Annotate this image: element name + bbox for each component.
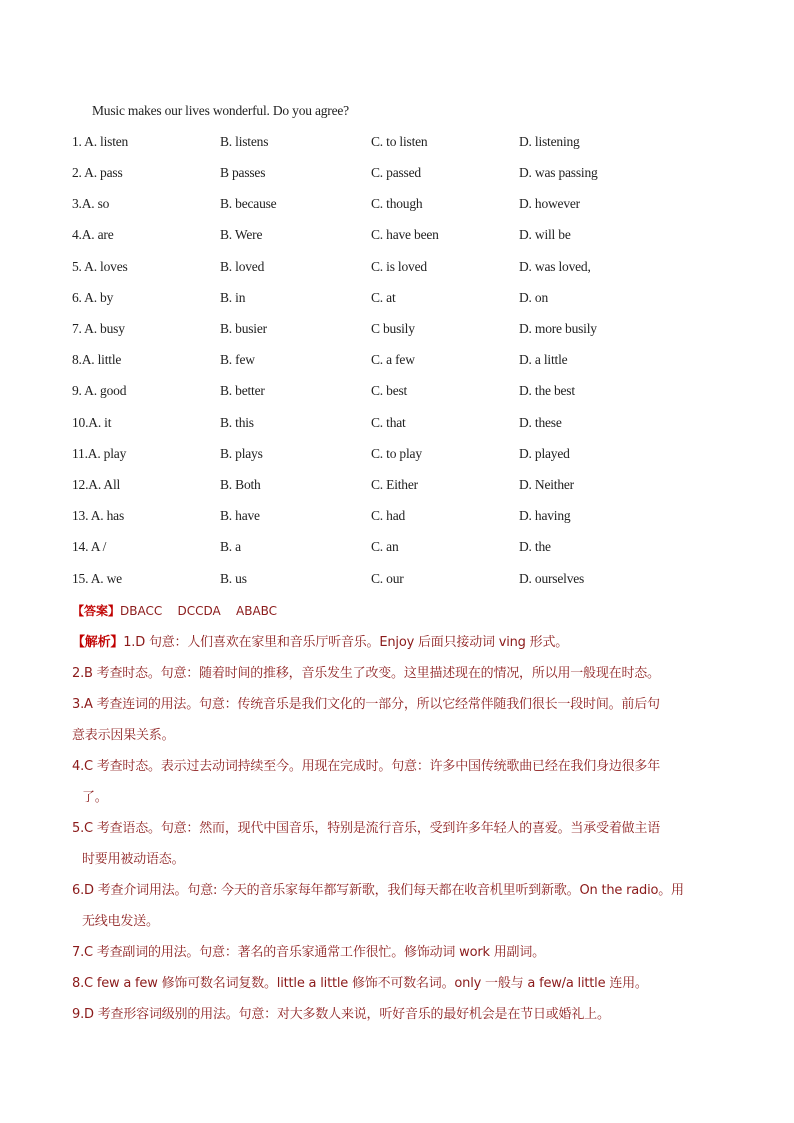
option-c: C. though bbox=[371, 196, 423, 211]
option-c: C. to listen bbox=[371, 134, 428, 149]
explanation-line: 7.C 考查副词的用法。句意：著名的音乐家通常工作很忙。修饰动词 work 用副词。 bbox=[72, 945, 545, 960]
option-b: B. us bbox=[220, 571, 247, 586]
option-a: 9. A. good bbox=[72, 383, 127, 398]
option-c: C. a few bbox=[371, 352, 415, 367]
option-b: B. a bbox=[220, 539, 241, 554]
explanation-line: 2.B 考查时态。句意：随着时间的推移，音乐发生了改变。这里描述现在的情况，所以用一般现在时态。 bbox=[72, 666, 660, 681]
option-d: D. Neither bbox=[519, 477, 574, 492]
question-row bbox=[72, 352, 732, 372]
question-row bbox=[72, 477, 732, 497]
option-a: 15. A. we bbox=[72, 571, 122, 586]
option-b: B. Were bbox=[220, 227, 263, 242]
option-d: D. ourselves bbox=[519, 571, 585, 586]
option-c: C. at bbox=[371, 290, 396, 305]
option-a: 8.A. little bbox=[72, 352, 122, 367]
question-row bbox=[72, 196, 732, 216]
question-row bbox=[72, 383, 732, 403]
answer-text: DBACC DCCDA ABABC bbox=[120, 604, 278, 618]
question-row bbox=[72, 134, 732, 154]
option-d: D. the best bbox=[519, 383, 575, 398]
option-d: D. played bbox=[519, 446, 570, 461]
answer-key bbox=[72, 602, 277, 619]
question-row bbox=[72, 259, 732, 279]
option-b: B. busier bbox=[220, 321, 267, 336]
explanation-line: 3.A 考查连词的用法。句意：传统音乐是我们文化的一部分，所以它经常伴随我们很长一段时间。前后句 bbox=[72, 697, 660, 712]
option-c: C. that bbox=[371, 415, 406, 430]
option-b: B. plays bbox=[220, 446, 263, 461]
option-a: 1. A. listen bbox=[72, 134, 129, 149]
explanation-line: 【解析】1.D 句意：人们喜欢在家里和音乐厅听音乐。Enjoy 后面只接动词 ving 形式。 bbox=[72, 635, 569, 650]
question-row bbox=[72, 290, 732, 310]
option-b: B. this bbox=[220, 415, 254, 430]
explanation-line: 8.C few a few 修饰可数名词复数。little a little 修饰不可数名词。only 一般与 a few/a little 连用。 bbox=[72, 976, 648, 991]
option-b: B. have bbox=[220, 508, 260, 523]
option-a: 5. A. loves bbox=[72, 259, 128, 274]
option-c: C. Either bbox=[371, 477, 418, 492]
question-row bbox=[72, 446, 732, 466]
question-row bbox=[72, 571, 732, 591]
passage-title: Music makes our lives wonderful. Do you agree? bbox=[92, 103, 349, 118]
explanation-line: 时要用被动语态。 bbox=[82, 852, 185, 867]
explanation-line: 9.D 考查形容词级别的用法。句意：对大多数人来说，听好音乐的最好机会是在节日或婚礼上。 bbox=[72, 1007, 610, 1022]
explanation-line: 意表示因果关系。 bbox=[72, 728, 175, 743]
option-c: C. to play bbox=[371, 446, 422, 461]
option-a: 10.A. it bbox=[72, 415, 112, 430]
question-row bbox=[72, 415, 732, 435]
option-d: D. listening bbox=[519, 134, 580, 149]
option-b: B. listens bbox=[220, 134, 269, 149]
option-d: D. will be bbox=[519, 227, 571, 242]
explanation-line: 无线电发送。 bbox=[82, 914, 159, 929]
option-b: B. better bbox=[220, 383, 265, 398]
option-a: 7. A. busy bbox=[72, 321, 125, 336]
option-b: B. loved bbox=[220, 259, 265, 274]
option-d: D. was loved, bbox=[519, 259, 591, 274]
option-a: 6. A. by bbox=[72, 290, 114, 305]
option-d: D. on bbox=[519, 290, 548, 305]
explanation-line: 了。 bbox=[82, 790, 108, 805]
question-row bbox=[72, 165, 732, 185]
option-a: 12.A. All bbox=[72, 477, 121, 492]
question-row bbox=[72, 321, 732, 341]
option-b: B. because bbox=[220, 196, 277, 211]
option-c: C. is loved bbox=[371, 259, 427, 274]
explanation-section bbox=[72, 627, 732, 1030]
option-a: 2. A. pass bbox=[72, 165, 123, 180]
option-a: 11.A. play bbox=[72, 446, 127, 461]
explanation-line: 4.C 考查时态。表示过去动词持续至今。用现在完成时。句意：许多中国传统歌曲已经在我们身边很多年 bbox=[72, 759, 661, 774]
answer-tag: 【答案】 bbox=[72, 604, 121, 618]
explanation-tag: 【解析】 bbox=[72, 635, 124, 650]
option-c: C busily bbox=[371, 321, 415, 336]
option-d: D. however bbox=[519, 196, 580, 211]
option-d: D. was passing bbox=[519, 165, 598, 180]
option-a: 14. A / bbox=[72, 539, 107, 554]
option-d: D. a little bbox=[519, 352, 568, 367]
question-row bbox=[72, 227, 732, 247]
option-c: C. best bbox=[371, 383, 408, 398]
option-c: C. our bbox=[371, 571, 404, 586]
option-c: C. have been bbox=[371, 227, 439, 242]
option-d: D. these bbox=[519, 415, 562, 430]
explanation-line: 6.D 考查介词用法。句意: 今天的音乐家每年都写新歌，我们每天都在收音机里听到新歌。On the radio。用 bbox=[72, 883, 684, 898]
option-c: C. passed bbox=[371, 165, 421, 180]
option-b: B. in bbox=[220, 290, 246, 305]
option-a: 13. A. has bbox=[72, 508, 125, 523]
option-a: 4.A. are bbox=[72, 227, 114, 242]
option-a: 3.A. so bbox=[72, 196, 110, 211]
option-b: B. Both bbox=[220, 477, 261, 492]
option-c: C. an bbox=[371, 539, 399, 554]
option-b: B. few bbox=[220, 352, 255, 367]
option-d: D. having bbox=[519, 508, 571, 523]
question-row bbox=[72, 539, 732, 559]
option-b: B passes bbox=[220, 165, 266, 180]
option-d: D. more busily bbox=[519, 321, 597, 336]
explanation-line: 5.C 考查语态。句意：然而，现代中国音乐，特别是流行音乐，受到许多年轻人的喜爱。当承受着做主语 bbox=[72, 821, 661, 836]
option-c: C. had bbox=[371, 508, 406, 523]
question-row bbox=[72, 508, 732, 528]
option-d: D. the bbox=[519, 539, 551, 554]
